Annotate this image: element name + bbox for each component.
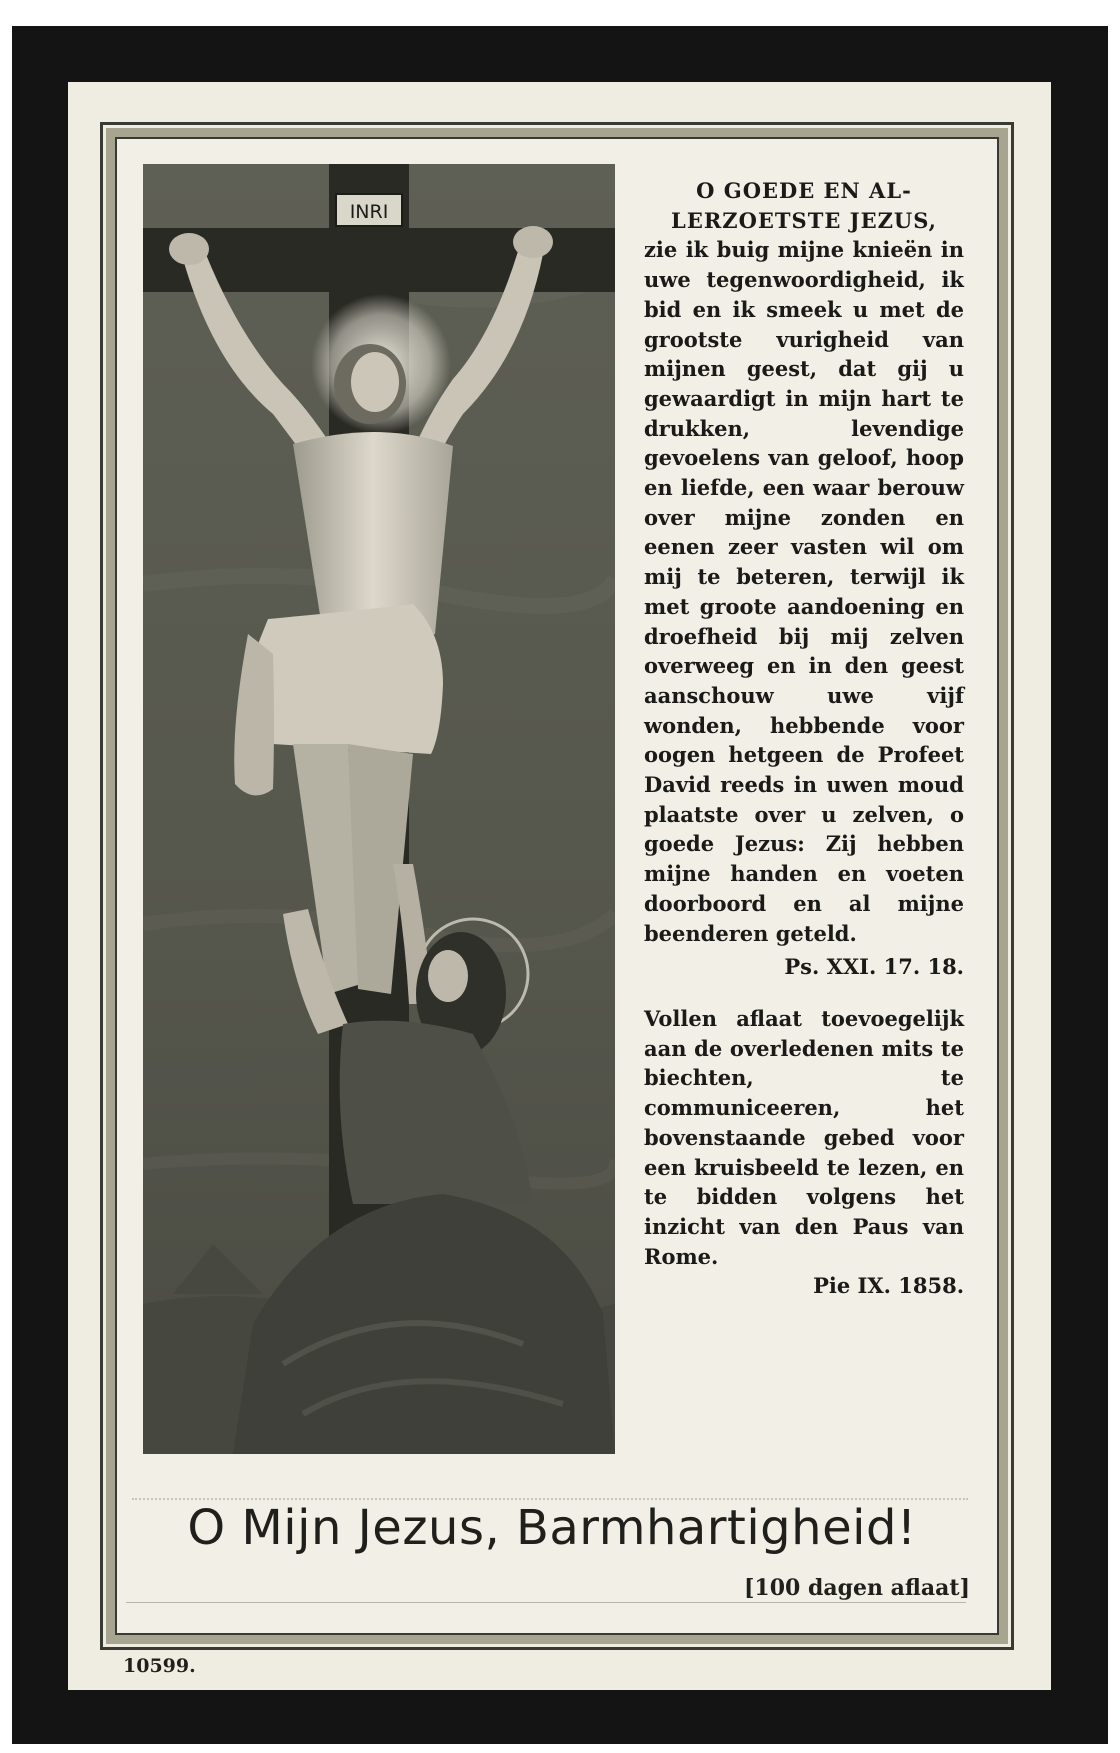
indulgence-text: Vollen aflaat toevoegelijk aan de overledenen mits te biechten, te communiceeren, het bovenstaande gebed voor een kruisbeeld te lezen, en te bidden volgens het inzicht van den Paus van Rome. xyxy=(644,1005,964,1269)
crucifixion-artwork xyxy=(143,164,615,1454)
indulgence-tag: [100 dagen aflaat] xyxy=(744,1575,970,1601)
christ-face xyxy=(351,352,399,412)
right-hand xyxy=(513,226,553,258)
prayer-body: zie ik buig mijne knieën in uwe tegenwoordigheid, ik bid en ik smeek u met de grootste vurigheid van mijnen geest, dat gij u gewaardigt in mijn hart te drukken, levendige gevoelens van geloof, hoop en liefde, een waar berouw over mijne zonden en eenen zeer vasten wil om mij te beteren, terwijl ik met groote aandoening en droefheid bij mij zelven overweeg en in den geest aanschouw uwe vijf wonden, hebbende voor oogen hetgeen de Profeet David reeds in uwen moud plaatste over u zelven, o goede Jezus: Zij hebben mijne handen en voeten doorboord en al mijne beenderen geteld. xyxy=(644,237,964,946)
divider-line xyxy=(126,1602,966,1603)
psalm-citation: Ps. XXI. 17. 18. xyxy=(784,954,964,980)
print-number: 10599. xyxy=(123,1655,196,1677)
pope-citation: Pie IX. 1858. xyxy=(813,1273,964,1299)
magdalene-face xyxy=(428,950,468,1002)
loincloth xyxy=(248,604,443,754)
prayer-heading: O GOEDE EN AL- LERZOETSTE JEZUS, xyxy=(671,178,937,233)
crucifixion-illustration xyxy=(143,164,615,1454)
motto-heading: O Mijn Jezus, Barmhartigheid! xyxy=(187,1500,917,1556)
inri-text: INRI xyxy=(349,201,389,223)
prayer-column xyxy=(644,176,964,1301)
left-hand xyxy=(169,233,209,265)
